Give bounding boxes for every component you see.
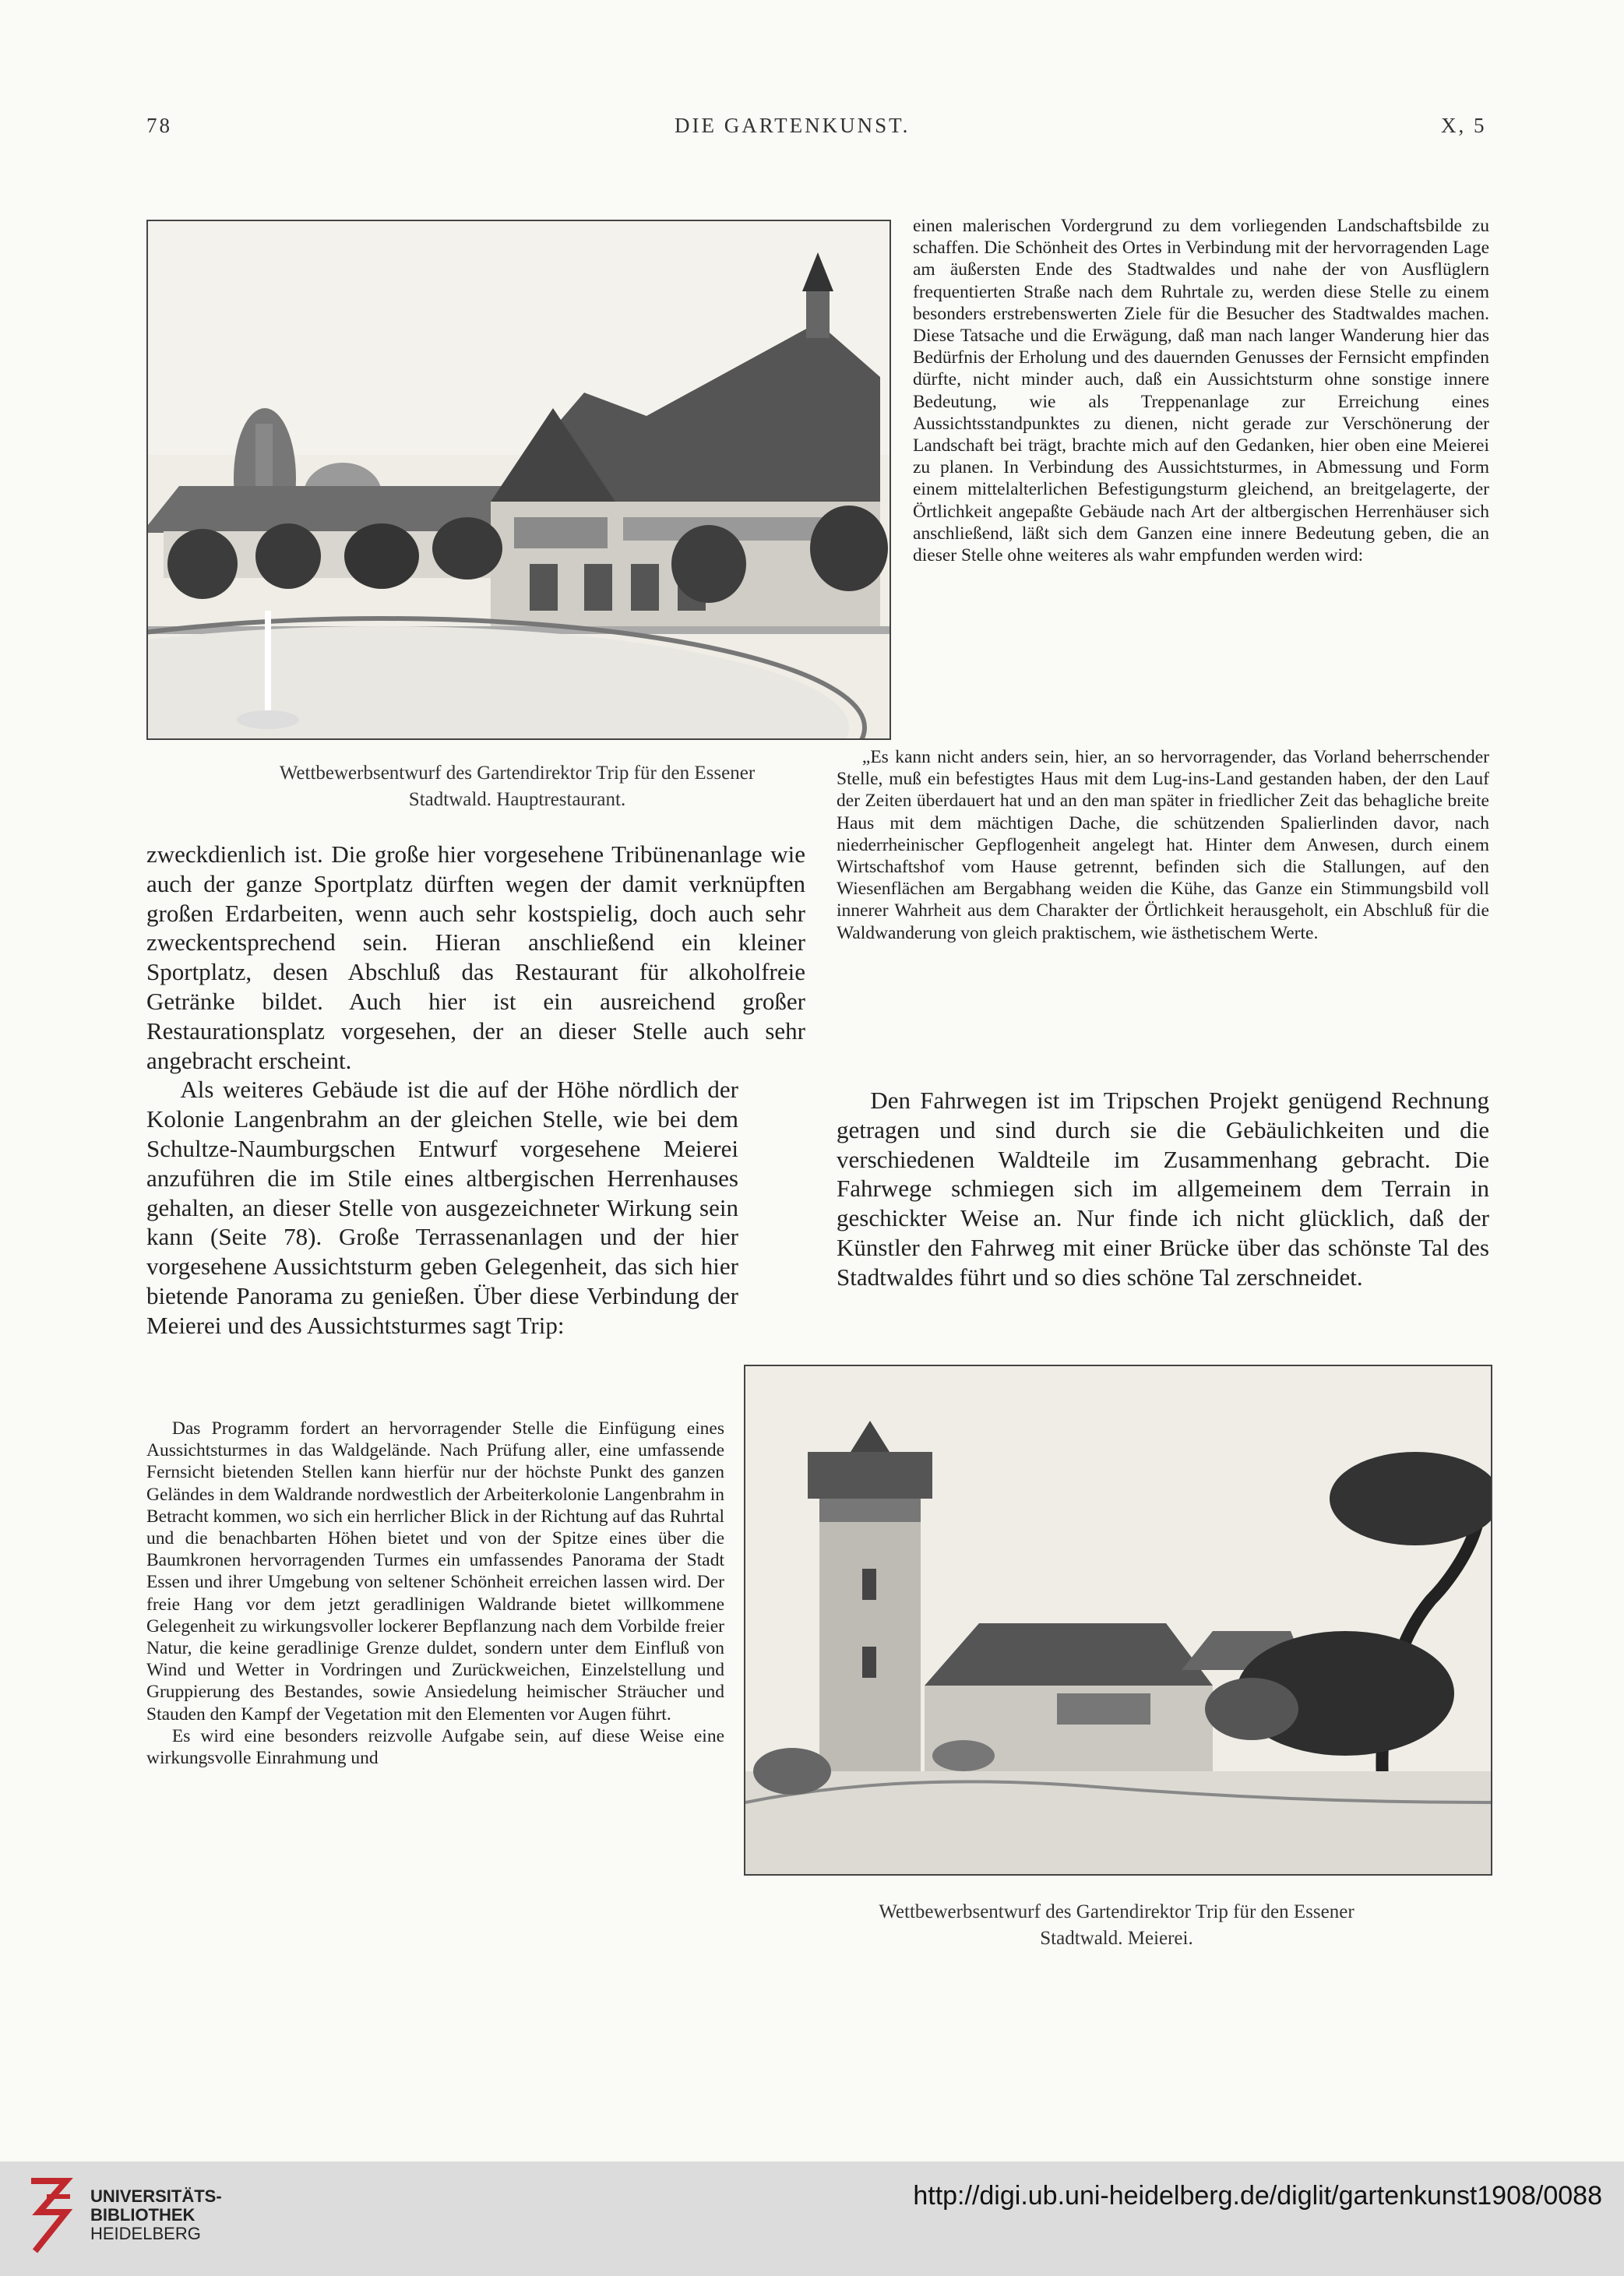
figure-meierei-caption xyxy=(744,1899,1489,1952)
paragraph: „Es kann nicht anders sein, hier, an so hervorragender, das Vorland beherrschender Stelle, muß ein befestigtes Haus mit dem Lug-ins-Land gestanden haben, der den Lauf der Zeiten überdauert hat und an den man später in friedlicher Zeit das behagliche breite Haus mit dem mächtigen Dache, die schützenden Spalierlinden davor, nach niederrheinischer Gepflogenheit angelegt hat. Hinter dem Anwesen, durch einem Wirtschaftshof vom Hause getrennt, befinden sich die Stallungen, auf den Wiesenflächen am Bergabhang weiden die Kühe, das Ganze ein Stimmungsbild voll innerer Wahrheit aus dem Charakter der Örtlichkeit herausgeholt, ein Abschluß für die Waldwanderung von gleich praktischem, wie ästhetischem Werte. xyxy=(837,747,1489,943)
right-column-paragraph-fahrwege xyxy=(837,1086,1489,1292)
figure-restaurant-caption xyxy=(146,760,888,813)
quote-continuation-text xyxy=(837,746,1489,944)
figure-meierei-illustration xyxy=(744,1365,1492,1876)
library-name-line: HEIDELBERG xyxy=(90,2224,201,2243)
paragraph: Es wird eine besonders reizvolle Aufgabe sein, auf diese Weise eine wirkungsvolle Einrahmung und xyxy=(146,1725,724,1769)
left-column-quote xyxy=(146,1418,724,1769)
paragraph: zweckdienlich ist. Die große hier vorgesehene Tribünenanlage wie auch der ganze Sportplatz dürften wegen der damit verknüpften großen Erdarbeiten, wenn auch sehr kostspielig, doch auch sehr zweckentsprechend sein. Hieran anschließend ein kleiner Sportplatz, desen Abschluß das Restaurant für alkoholfreie Getränke bildet. Auch hier ist ein ausreichend großer Restaurationsplatz vorgesehen, der an dieser Stelle auch sehr angebracht erscheint. xyxy=(146,840,805,1074)
running-title: DIE GARTENKUNST. xyxy=(675,114,911,137)
footer-bar xyxy=(0,2161,1624,2276)
library-name-line: UNIVERSITÄTS- xyxy=(90,2186,222,2206)
caption-line: Stadtwald. Hauptrestaurant. xyxy=(408,789,626,810)
library-name xyxy=(90,2187,222,2243)
library-name-line: BIBLIOTHEK xyxy=(90,2205,196,2225)
paragraph: einen malerischen Vordergrund zu dem vorliegenden Landschaftsbilde zu schaffen. Die Schönheit des Ortes in Verbindung mit der hervorragenden Lage am äußersten Ende des Stadtwaldes und nahe der von Ausflüglern frequentierten Straße nach dem Ruhrtale zu, werden diese Stelle zu einem besonders erstrebenswerten Ziele für die Besucher des Stadtwaldes machen. Diese Tatsache und die Erwägung, daß man nach langer Wanderung hier das Bedürfnis der Erholung und des dauernden Genusses der Fernsicht empfinden dürfte, nicht minder auch, daß ein Aussichtsturm ohne sonstige innere Bedeutung, wie als Treppenanlage zur Erreichung eines Aussichtsstandpunktes zu dienen, nicht gerade zur Verschönerung der Landschaft bei trägt, brachte mich auf den Gedanken, hier oben eine Meierei zu planen. In Verbindung des Aussichtsturmes, in Abmessung und Form einem mittelalterlichen Befestigungsturm gleichend, an breitgelagerte, der Örtlichkeit angepaßte Gebäude nach Art der altbergischen Herrenhäuser sich anschließend, läßt sich dem Ganzen eine innere Bedeutung geben, die an dieser Stelle ohne weiteres als wahr empfunden werden wird: xyxy=(913,216,1489,566)
figure-restaurant-illustration xyxy=(146,220,891,740)
paragraph: Das Programm fordert an hervorragender Stelle die Einfügung eines Aussichtsturmes in das Waldgelände. Nach Prüfung aller, eine umfassende Fernsicht bietenden Stellen kann hierfür nur der höchste Punkt des ganzen Geländes in dem Waldrande nordwestlich der Arbeiterkolonie Langenbrahm in Betracht kommen, wo sich ein herrlicher Blick in der Richtung auf das Ruhrtal und die benachbarten Höhen bietet und von der Spitze eines über die Baumkronen hervorragenden Turmes ein umfassendes Panorama der Stadt Essen und ihrer Umgebung von seltener Schönheit erreichen lassen wird. Der freie Hang vor dem jetzt geradlinigen Waldrande bietet willkommene Gelegenheit zu wirkungsvoller lockerer Bepflanzung nach dem Vorbilde freier Natur, die keine geradlinige Grenze duldet, sondern unter dem Einfluß von Wind und Wetter in Vordringen und Zurückweichen, Einzelstellung und Gruppierung des Bestandes, sowie Ansiedelung heimischer Sträucher und Stauden den Kampf der Vegetation mit den Elementen vor Augen führt. xyxy=(146,1418,725,1725)
right-column-upper-text xyxy=(913,215,1489,566)
volume-issue: X, 5 xyxy=(1441,114,1487,137)
library-logo-icon xyxy=(23,2173,78,2259)
source-url-link[interactable]: http://digi.ub.uni-heidelberg.de/diglit/gartenkunst1908/0088 xyxy=(913,2181,1602,2211)
caption-line: Wettbewerbsentwurf des Gartendirektor Trip für den Essener xyxy=(279,763,756,784)
caption-line: Stadtwald. Meierei. xyxy=(1040,1928,1193,1949)
paragraph: Als weiteres Gebäude ist die auf der Höhe nördlich der Kolonie Langenbrahm an der gleichen Stelle, wie bei dem Schultze-Naumburgschen Entwurf vorgesehene Meierei anzuführen die im Stile eines altbergischen Herrenhauses gehalten, an dieser Stelle von ausgezeichneter Wirkung sein kann (Seite 78). Große Terrassenanlagen und der hier vorgesehene Aussichtsturm geben Gelegenheit, das sich hier bietende Panorama zu genießen. Über diese Verbindung der Meierei und des Aussichtsturmes sagt Trip: xyxy=(146,1076,738,1339)
caption-line: Wettbewerbsentwurf des Gartendirektor Trip für den Essener xyxy=(879,1901,1355,1922)
left-column-text xyxy=(146,840,805,1341)
page-number: 78 xyxy=(146,114,172,137)
paragraph: Den Fahrwegen ist im Tripschen Projekt genügend Rechnung getragen und sind durch sie die Gebäulichkeiten und die verschiedenen Waldteile im Zusammenhang gebracht. Die Fahrwege schmiegen sich im allgemeinem dem Terrain in geschickter Weise an. Nur finde ich nicht glücklich, daß der Künstler den Fahrweg mit einer Brücke über das schönste Tal des Stadtwaldes führt und so dies schöne Tal zerschneidet. xyxy=(837,1087,1489,1291)
